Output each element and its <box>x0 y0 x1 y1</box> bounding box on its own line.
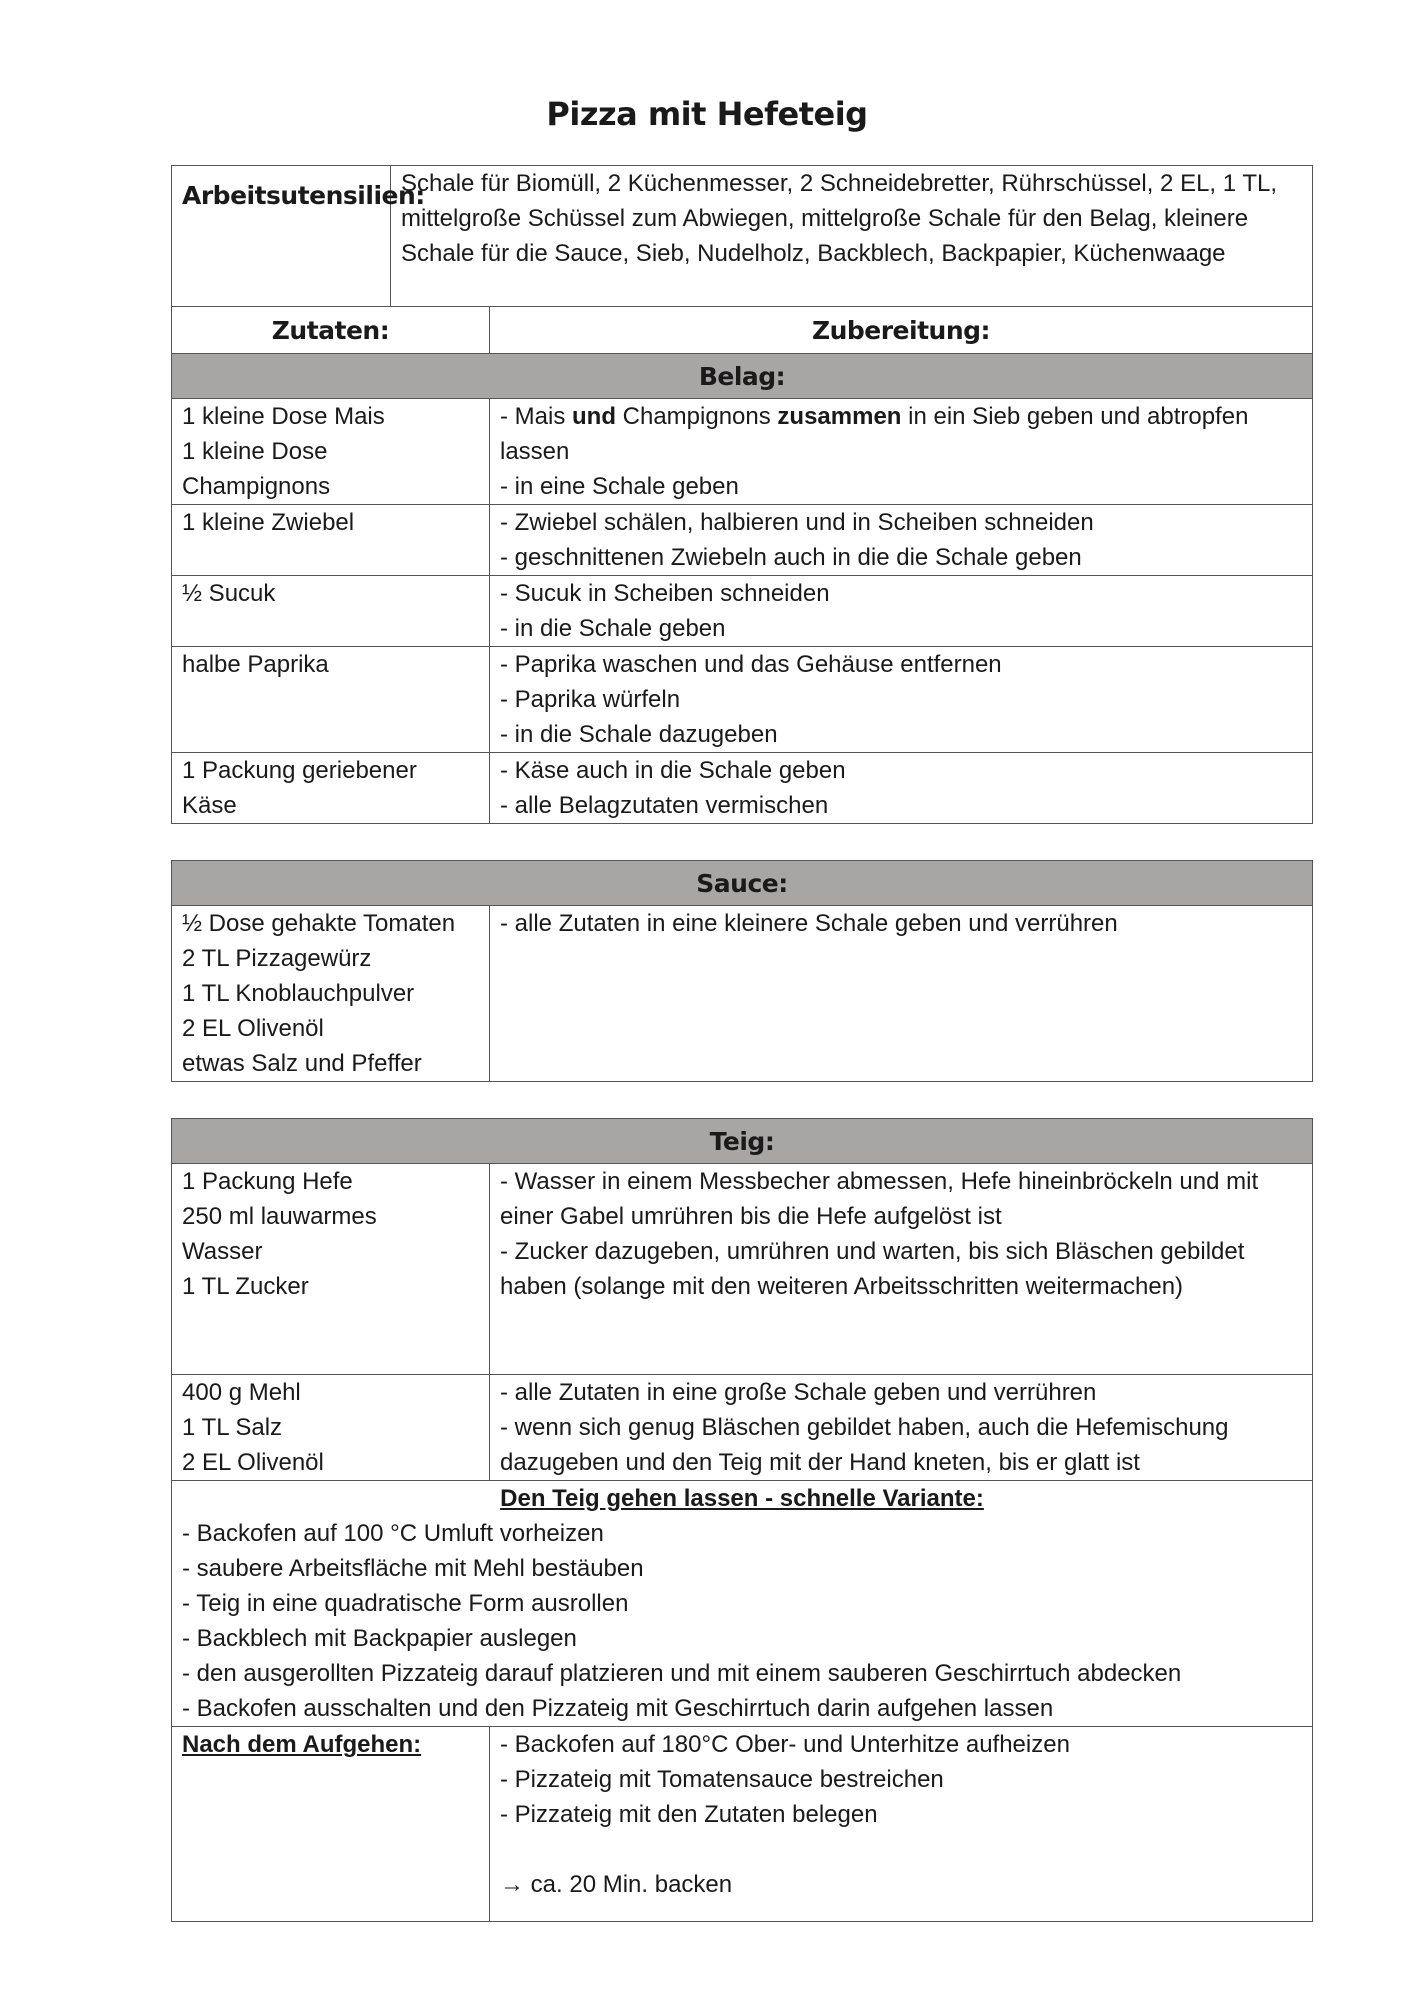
step-emphasis: zusammen <box>777 403 902 430</box>
step-text: - Mais <box>500 403 572 430</box>
step-line: - Sucuk in Scheiben schneiden <box>500 580 830 607</box>
ingredient-line: 1 kleine Zwiebel <box>182 509 355 536</box>
preparation-header: Zubereitung: <box>490 307 1313 354</box>
step-line: - Pizzateig mit den Zutaten belegen <box>500 1801 878 1828</box>
table-row <box>172 1375 1313 1481</box>
sauce-section-header <box>172 861 1313 906</box>
step-line: - Käse auch in die Schale geben <box>500 757 846 784</box>
ingredient-line: 1 TL Knoblauchpulver <box>182 980 415 1007</box>
teig-section-header <box>172 1119 1313 1164</box>
ingredient-line: 1 kleine Dose Champignons <box>182 438 335 500</box>
rise-title: Den Teig gehen lassen - schnelle Variante: <box>500 1485 984 1512</box>
utensils-row <box>172 166 1313 307</box>
ingredient-line: 2 TL Pizzagewürz <box>182 945 372 972</box>
teig-table <box>171 1118 1313 1922</box>
step-line: - Pizzateig mit Tomatensauce bestreichen <box>500 1766 944 1793</box>
belag-table <box>171 165 1313 824</box>
ingredient-line: 1 kleine Dose Mais <box>182 403 385 430</box>
step-line: - Teig in eine quadratische Form ausrollen <box>182 1590 629 1617</box>
ingredient-line: 1 TL Zucker <box>182 1273 309 1300</box>
teig-title: Teig: <box>172 1119 1313 1164</box>
step-cell <box>490 753 1313 824</box>
step-line: - den ausgerollten Pizzateig darauf platzieren und mit einem sauberen Geschirrtuch abdecken <box>182 1660 1182 1687</box>
ingredient-cell <box>172 505 490 576</box>
step-cell <box>490 576 1313 647</box>
belag-section-header <box>172 354 1313 399</box>
step-line: - Backofen auf 180°C Ober- und Unterhitze aufheizen <box>500 1731 1070 1758</box>
step-cell <box>490 399 1313 505</box>
step-line: - Paprika würfeln <box>500 686 681 713</box>
after-label-cell <box>172 1727 490 1922</box>
step-line: - in eine Schale geben <box>500 473 739 500</box>
page-title: Pizza mit Hefeteig <box>546 95 868 133</box>
step-cell <box>490 1375 1313 1481</box>
step-line: - in die Schale geben <box>500 615 726 642</box>
belag-title: Belag: <box>172 354 1313 399</box>
rise-row <box>172 1481 1313 1727</box>
step-line: - Backofen ausschalten und den Pizzateig mit Geschirrtuch darin aufgehen lassen <box>182 1695 1054 1722</box>
step-line <box>500 399 1302 469</box>
ingredient-line: 1 Packung geriebener Käse <box>182 757 424 819</box>
ingredient-cell <box>172 576 490 647</box>
step-line: - in die Schale dazugeben <box>500 721 778 748</box>
ingredient-cell <box>172 647 490 753</box>
utensils-label: Arbeitsutensilien: <box>172 166 391 307</box>
step-cell <box>490 647 1313 753</box>
step-line: - Zucker dazugeben, umrühren und warten, bis sich Bläschen gebildet haben (solange mit den weiteren Arbeitsschritten weitermachen) <box>500 1238 1252 1300</box>
ingredient-line: 2 EL Olivenöl <box>182 1015 324 1042</box>
step-line: - alle Zutaten in eine kleinere Schale geben und verrühren <box>500 910 1118 937</box>
step-line: - saubere Arbeitsfläche mit Mehl bestäuben <box>182 1555 644 1582</box>
step-line: - alle Zutaten in eine große Schale geben und verrühren <box>500 1379 1097 1406</box>
step-line: → ca. 20 Min. backen <box>500 1871 733 1898</box>
step-line: - Backblech mit Backpapier auslegen <box>182 1625 577 1652</box>
table-row <box>172 505 1313 576</box>
ingredient-line: 2 EL Olivenöl <box>182 1449 324 1476</box>
table-row <box>172 647 1313 753</box>
column-headers <box>172 307 1313 354</box>
step-line: - Zwiebel schälen, halbieren und in Scheiben schneiden <box>500 509 1094 536</box>
step-line: - wenn sich genug Bläschen gebildet haben, auch die Hefemischung dazugeben und den Teig mit der Hand kneten, bis er glatt ist <box>500 1414 1236 1476</box>
step-line: - Paprika waschen und das Gehäuse entfernen <box>500 651 1002 678</box>
ingredient-cell <box>172 906 490 1082</box>
ingredient-line: ½ Sucuk <box>182 580 276 607</box>
ingredient-cell <box>172 753 490 824</box>
ingredient-line: 400 g Mehl <box>182 1379 301 1406</box>
step-cell <box>490 1727 1313 1922</box>
table-row <box>172 1164 1313 1375</box>
ingredient-line: 250 ml lauwarmes Wasser <box>182 1203 384 1265</box>
step-line: - alle Belagzutaten vermischen <box>500 792 829 819</box>
table-row <box>172 906 1313 1082</box>
step-cell <box>490 505 1313 576</box>
utensils-text: Schale für Biomüll, 2 Küchenmesser, 2 Schneidebretter, Rührschüssel, 2 EL, 1 TL, mittelgroße Schüssel zum Abwiegen, mittelgroße Schale für den Belag, kleinere Schale für die Sauce, Sieb, Nudelholz, Backblech, Backpapier, Küchenwaage <box>391 166 1313 307</box>
sauce-table <box>171 860 1313 1082</box>
ingredient-cell <box>172 1164 490 1375</box>
ingredient-line: 1 Packung Hefe <box>182 1168 353 1195</box>
step-line: - Backofen auf 100 °C Umluft vorheizen <box>182 1520 604 1547</box>
ingredients-header: Zutaten: <box>172 307 490 354</box>
ingredient-cell <box>172 399 490 505</box>
step-line <box>500 1832 1302 1867</box>
step-cell <box>490 906 1313 1082</box>
step-text: in ein Sieb geben und abtropfen lassen <box>500 403 1256 465</box>
after-label: Nach dem Aufgehen: <box>182 1731 422 1758</box>
sauce-title: Sauce: <box>172 861 1313 906</box>
step-text: Champignons <box>615 403 778 430</box>
ingredient-line: halbe Paprika <box>182 651 329 678</box>
rise-cell <box>172 1481 1313 1727</box>
ingredient-cell <box>172 1375 490 1481</box>
table-row <box>172 753 1313 824</box>
table-row <box>172 1727 1313 1922</box>
ingredient-line: 1 TL Salz <box>182 1414 283 1441</box>
step-cell <box>490 1164 1313 1375</box>
ingredient-line: etwas Salz und Pfeffer <box>182 1050 422 1077</box>
step-line: - Wasser in einem Messbecher abmessen, Hefe hineinbröckeln und mit einer Gabel umrühren bis die Hefe aufgelöst ist <box>500 1168 1265 1230</box>
step-emphasis: und <box>572 403 616 430</box>
ingredient-line: ½ Dose gehakte Tomaten <box>182 910 456 937</box>
table-row <box>172 576 1313 647</box>
table-row <box>172 399 1313 505</box>
step-line: - geschnittenen Zwiebeln auch in die die Schale geben <box>500 544 1082 571</box>
